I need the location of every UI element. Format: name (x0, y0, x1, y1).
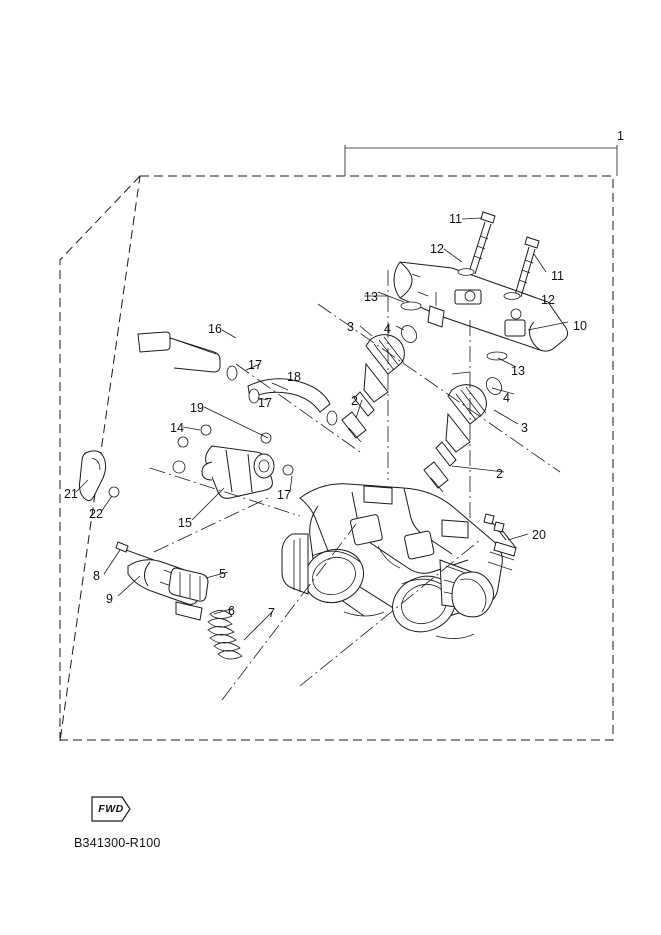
bolt-11-left (469, 212, 495, 274)
oring-13-right (487, 352, 507, 360)
fastener-8 (116, 542, 154, 560)
callout-5: 5 (219, 567, 226, 581)
spring-6 (208, 610, 242, 659)
callout-17-c: 17 (277, 488, 291, 502)
screw-19 (173, 461, 185, 473)
hose-16 (138, 332, 220, 372)
sensor-assembly-15 (202, 446, 274, 498)
clamp-17-a (227, 366, 237, 380)
washer-12-left (458, 269, 474, 276)
screw-14-a (201, 425, 211, 435)
callout-2-right: 2 (496, 467, 503, 481)
screw-19-b (261, 433, 271, 443)
callout-19: 19 (190, 401, 204, 415)
callout-16: 16 (208, 322, 222, 336)
callout-7: 7 (268, 606, 275, 620)
clamp-17-d (283, 465, 293, 475)
callout-10: 10 (573, 319, 587, 333)
callout-9: 9 (106, 592, 113, 606)
callout-12-right: 12 (541, 293, 555, 307)
callout-21: 21 (64, 487, 78, 501)
callout-4-left: 4 (384, 322, 391, 336)
clip-22 (109, 487, 119, 497)
cap-21 (80, 451, 106, 501)
callout-22: 22 (89, 507, 103, 521)
callout-15: 15 (178, 516, 192, 530)
clamp-17-c (327, 411, 337, 425)
washer-12-right (504, 293, 520, 300)
callout-1: 1 (617, 129, 624, 143)
callout-13-left: 13 (364, 290, 378, 304)
throttle-body-assembly (282, 484, 502, 641)
oring-13-left (401, 302, 421, 310)
injector-right (424, 375, 505, 492)
injector-left (342, 320, 420, 442)
callout-3-left: 3 (347, 320, 354, 334)
callout-17-a: 17 (248, 358, 262, 372)
callout-12-left: 12 (430, 242, 444, 256)
callout-18: 18 (287, 370, 301, 384)
callout-20: 20 (532, 528, 546, 542)
callout-14: 14 (170, 421, 184, 435)
screw-14-b (178, 437, 188, 447)
callout-4-right: 4 (503, 391, 510, 405)
callout-8: 8 (93, 569, 100, 583)
callout-3-right: 3 (521, 421, 528, 435)
callout-2-left: 2 (351, 394, 358, 408)
callout-11-right: 11 (551, 269, 564, 283)
callout-13-right: 13 (511, 364, 525, 378)
callout-17-b: 17 (258, 396, 272, 410)
part-code-label: B341300-R100 (74, 836, 161, 850)
bolt-11-right (515, 237, 539, 297)
forward-direction-marker (88, 793, 134, 825)
valve-5 (169, 568, 208, 620)
fwd-label: FWD (98, 803, 124, 815)
callout-11-left: 11 (449, 212, 462, 226)
callout-6: 6 (228, 604, 235, 618)
